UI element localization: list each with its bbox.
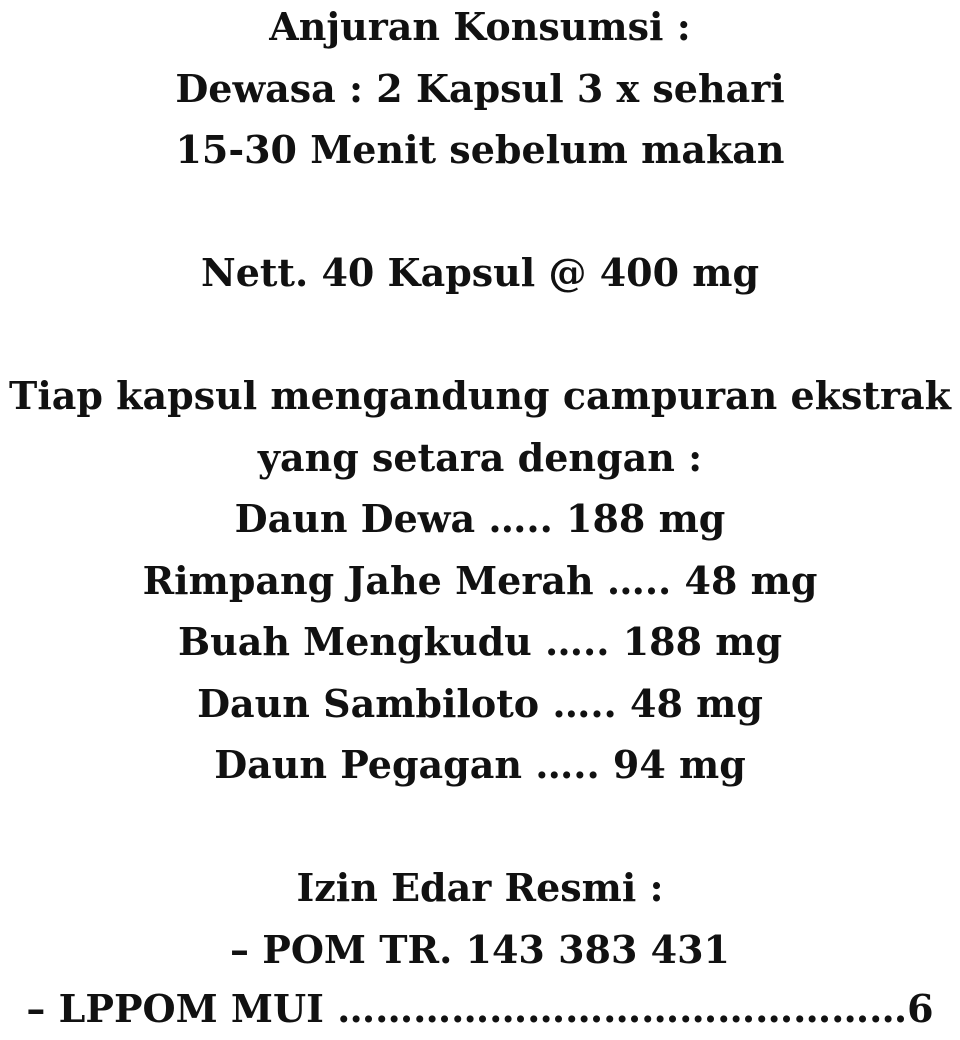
composition-item: Daun Dewa ….. 188 mg: [234, 496, 726, 541]
permit-pom: – POM TR. 143 383 431: [230, 926, 730, 972]
composition-section: [0, 365, 960, 796]
consumption-heading: Anjuran Konsumsi :: [269, 4, 691, 49]
composition-item: Daun Pegagan ….. 94 mg: [214, 742, 746, 787]
net-content: Nett. 40 Kapsul @ 400 mg: [200, 250, 760, 295]
permit-section: [0, 857, 960, 980]
composition-intro-line1: Tiap kapsul mengandung campuran ekstrak: [9, 373, 951, 418]
composition-item: Daun Sambiloto ….. 48 mg: [197, 680, 763, 726]
spacer: [0, 796, 960, 858]
composition-item: Rimpang Jahe Merah ….. 48 mg: [142, 557, 818, 603]
permit-heading: Izin Edar Resmi :: [296, 865, 664, 910]
spacer: [0, 304, 960, 366]
consumption-section: [0, 0, 960, 181]
permit-next-line-partial: – LPPOM MUI ………………………………………6: [26, 986, 934, 1031]
composition-intro-line2: yang setara dengan :: [257, 434, 703, 480]
consumption-dose: Dewasa : 2 Kapsul 3 x sehari: [175, 65, 785, 111]
spacer: [0, 181, 960, 243]
consumption-timing: 15-30 Menit sebelum makan: [175, 127, 785, 172]
composition-item: Buah Mengkudu ….. 188 mg: [177, 619, 783, 664]
